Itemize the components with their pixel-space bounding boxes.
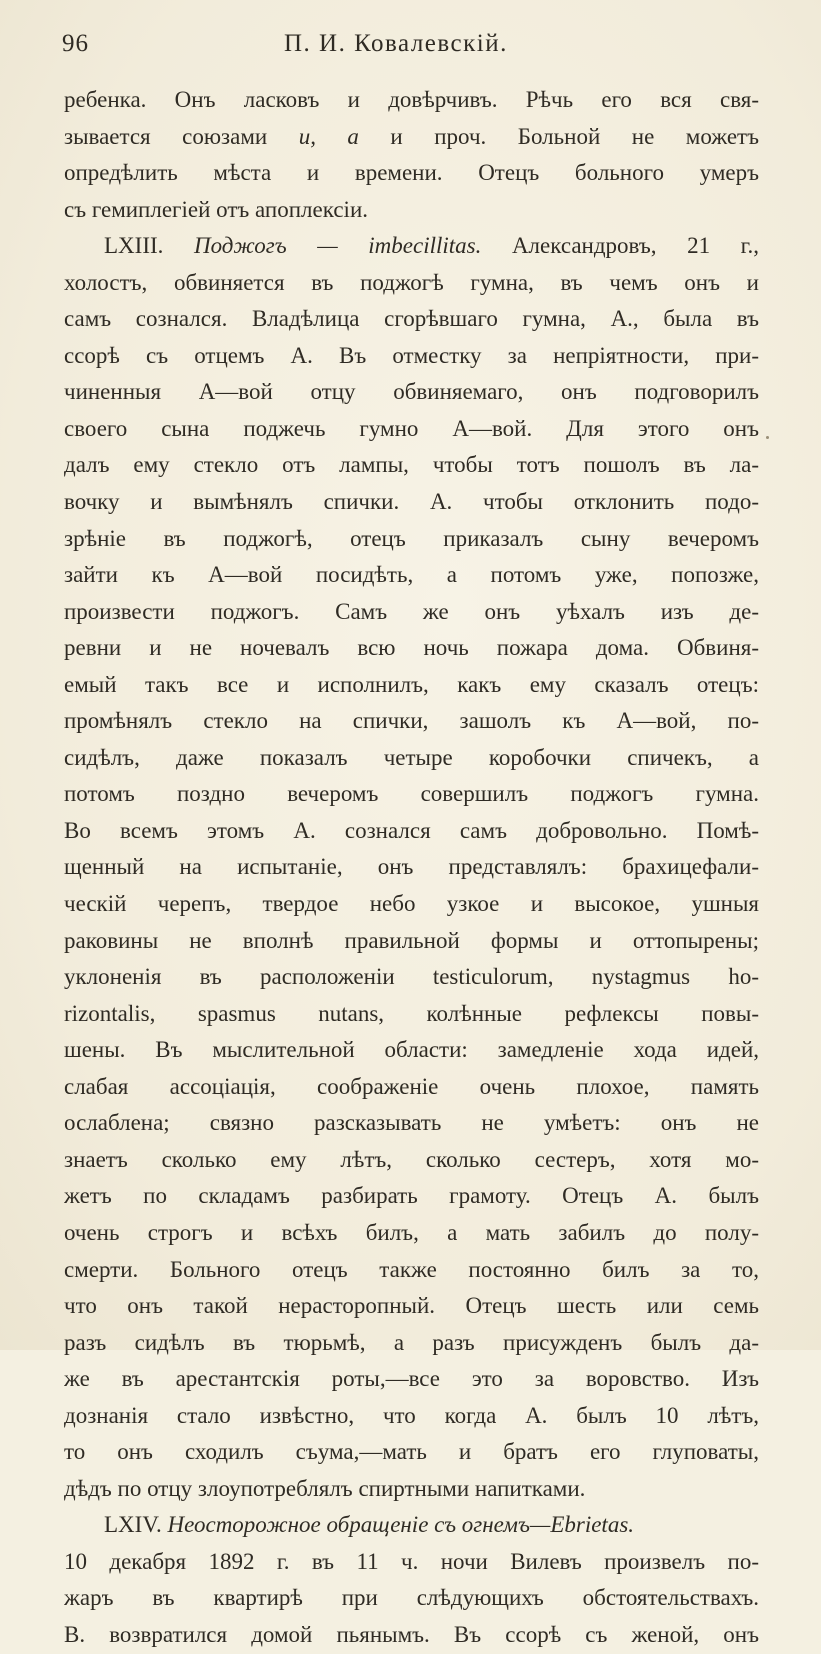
text-line: потомъ поздно вечеромъ совершилъ поджогъ гумна. [64,781,759,807]
text-line: же въ арестантскія роты,—все это за воровство. Изъ [64,1366,759,1392]
text-line: раковины не вполнѣ правильной формы и оттопырены; [64,927,759,953]
text-line: rizontalis, spasmus nutans, колѣнные рефлексы повы- [64,1000,759,1026]
text-line: далъ ему стекло отъ лампы, чтобы тотъ пошолъ въ ла- [64,452,759,478]
text-line: жетъ по складамъ разбирать грамоту. Отецъ А. былъ [64,1183,759,1209]
line-text-italic: и, а [298,123,359,149]
text-line: промѣнялъ стекло на спички, зашолъ къ А—вой, по- [64,708,759,734]
text-line: шены. Въ мыслительной области: замедленіе хода идей, [64,1037,759,1063]
running-head-author: П. И. Ковалевскій. [284,30,508,57]
text-line: ребенка. Онъ ласковъ и довѣрчивъ. Рѣчь его вся свя- [64,87,759,112]
text-line: вочку и вымѣнялъ спички. А. чтобы отклонить подо- [64,489,759,515]
text-line: жаръ въ квартирѣ при слѣдующихъ обстоятельствахъ. [64,1585,759,1611]
case-title: Поджогъ — imbecillitas. [193,233,482,259]
line-text-roman: зывается союзами [64,123,299,149]
text-line: холостъ, обвиняется въ поджогѣ гумна, въ чемъ онъ и [64,269,759,295]
text-line: дѣдъ по отцу злоупотреблялъ спиртными напитками. [64,1475,586,1501]
text-line: сидѣлъ, даже показалъ четыре коробочки спичекъ, а [64,744,759,770]
case-number: LXIV. [104,1512,168,1538]
case-title: Неосторожное обращеніе съ огнемъ—Ebrietas. [167,1512,635,1538]
text-line: ревни и не ночевалъ всю ночь пожара дома. Обвиня- [64,635,759,661]
text-line: съ гемиплегіей отъ апоплексіи. [64,196,368,222]
text-line: зайти къ А—вой посидѣть, а потомъ уже, попозже, [64,562,759,588]
running-head [62,30,762,64]
text-line: емый такъ все и исполнилъ, какъ ему сказалъ отецъ: [64,671,759,697]
paper-speck [766,436,769,439]
body-text [64,82,759,1654]
text-line: 10 декабря 1892 г. въ 11 ч. ночи Вилевъ произвелъ по- [64,1548,759,1574]
text-line: знаетъ сколько ему лѣтъ, сколько сестеръ, хотя мо- [64,1146,759,1172]
text-line: смерти. Больного отецъ также постоянно билъ за то, [64,1256,759,1282]
text-line: разъ сидѣлъ въ тюрьмѣ, а разъ присужденъ былъ да- [64,1329,759,1355]
text-line: В. возвратился домой пьянымъ. Въ ссорѣ съ женой, онъ [64,1621,759,1647]
text-line: уклоненія въ расположеніи testiculorum, nystagmus ho- [64,964,759,990]
text-line: ослаблена; связно разсказывать не умѣетъ: онъ не [64,1110,759,1136]
case-heading-line [64,1507,759,1544]
text-line: щенный на испытаніе, онъ представлялъ: брахицефали- [64,854,759,880]
text-line: опредѣлить мѣста и времени. Отецъ больного умеръ [64,160,759,186]
text-line: слабая ассоціація, соображеніе очень плохое, память [64,1073,759,1099]
line-text-roman: Александровъ, 21 г., [481,233,759,259]
case-heading-line [64,228,759,265]
text-line: чиненныя А—вой отцу обвиняемаго, онъ подговорилъ [64,379,759,405]
text-line: зрѣніе въ поджогѣ, отецъ приказалъ сыну вечеромъ [64,525,759,551]
text-line: ссорѣ съ отцемъ А. Въ отместку за непріятности, при- [64,342,759,368]
text-line: самъ сознался. Владѣлица сгорѣвшаго гумна, А., была въ [64,306,759,332]
text-line: то онъ сходилъ съума,—мать и братъ его глуповаты, [64,1439,759,1465]
text-line: дознанія стало извѣстно, что когда А. былъ 10 лѣтъ, [64,1402,759,1428]
case-number: LXIII. [104,233,194,259]
line-text-roman: и проч. Больной не можетъ [358,123,759,149]
text-line: Во всемъ этомъ А. сознался самъ добровольно. Помѣ- [64,817,759,843]
page-number: 96 [62,30,89,57]
text-line: ческій черепъ, твердое небо узкое и высокое, ушныя [64,891,759,917]
text-line: произвести поджогъ. Самъ же онъ уѣхалъ изъ де- [64,598,759,624]
text-line [64,119,759,156]
text-line: очень строгъ и всѣхъ билъ, а мать забилъ до полу- [64,1219,759,1245]
text-line: что онъ такой нерасторопный. Отецъ шесть или семь [64,1293,759,1319]
text-line: своего сына поджечь гумно А—вой. Для этого онъ [64,415,759,441]
